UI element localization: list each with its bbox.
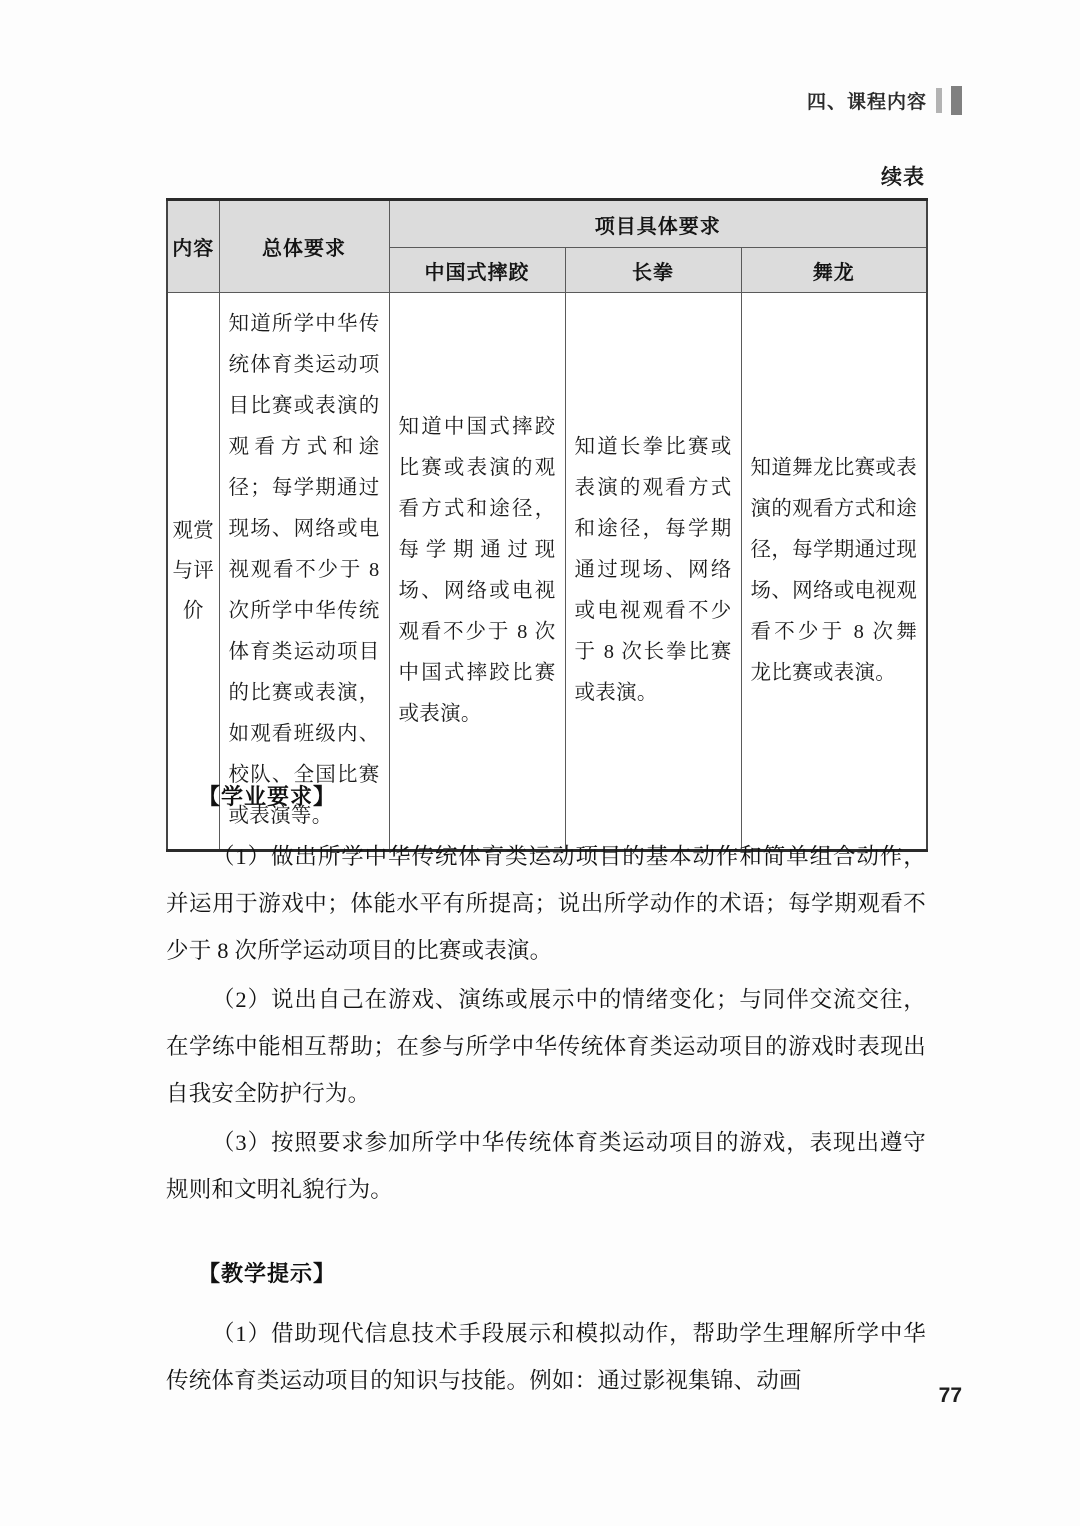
decorative-bar-light-icon <box>936 88 942 113</box>
decorative-bar-dark-icon <box>951 86 962 115</box>
table-continued-caption: 续表 <box>881 166 925 189</box>
column-header-wulong: 舞龙 <box>741 248 927 293</box>
body-prose <box>166 780 926 1406</box>
column-header-changquan: 长拳 <box>565 248 741 293</box>
cell-overall-requirement <box>219 293 389 851</box>
running-head-title: 四、课程内容 <box>806 92 927 113</box>
cell-wulong-requirement-text: 知道舞龙比赛或表演的观看方式和途径，每学期通过现场、网络或电视观看不少于 8 次舞龙比赛或表演。 <box>750 456 917 684</box>
cell-overall-requirement-text: 知道所学中华传统体育类运动项目比赛或表演的观看方式和途径；每学期通过现场、网络或电视观看不少于 8 次所学中华传统体育类运动项目的比赛或表演，如观看班级内、校队、全国比赛或表演等。 <box>228 313 380 827</box>
cell-content-label-text: 观赏与评价 <box>172 520 215 622</box>
column-header-overall-requirement: 总体要求 <box>219 200 389 293</box>
cell-wulong-requirement <box>741 293 927 851</box>
paragraph-academic-1: （1）做出所学中华传统体育类运动项目的基本动作和简单组合动作，并运用于游戏中；体能水平有所提高；说出所学动作的术语；每学期观看不少于 8 次所学运动项目的比赛或表演。 <box>166 844 926 963</box>
table-header-row-1 <box>167 200 927 248</box>
table-header <box>167 200 927 293</box>
page-number: 77 <box>938 1384 962 1407</box>
paragraph-academic-3: （3）按照要求参加所学中华传统体育类运动项目的游戏，表现出遵守规则和文明礼貌行为。 <box>166 1130 926 1202</box>
content-table-wrapper <box>166 198 926 852</box>
cell-content-label <box>167 293 219 851</box>
cell-shuaijiao-requirement-text: 知道中国式摔跤比赛或表演的观看方式和途径，每学期通过现场、网络或电视观看不少于 8 次中国式摔跤比赛或表演。 <box>398 415 556 725</box>
column-header-specific-requirements: 项目具体要求 <box>389 200 927 248</box>
column-header-shuaijiao: 中国式摔跤 <box>389 248 565 293</box>
paragraph-teaching-1: （1）借助现代信息技术手段展示和模拟动作，帮助学生理解所学中华传统体育类运动项目的知识与技能。例如：通过影视集锦、动画 <box>166 1321 926 1393</box>
content-table <box>166 198 928 852</box>
running-head <box>807 86 962 115</box>
cell-changquan-requirement <box>565 293 741 851</box>
cell-changquan-requirement-text: 知道长拳比赛或表演的观看方式和途径，每学期通过现场、网络或电视观看不少于 8 次长拳比赛或表演。 <box>574 436 732 704</box>
section-heading-teaching-tips: 【教学提示】 <box>198 1261 337 1286</box>
cell-shuaijiao-requirement <box>389 293 565 851</box>
table-body <box>167 293 927 851</box>
section-heading-academic-requirements: 【学业要求】 <box>198 784 337 809</box>
paragraph-academic-2: （2）说出自己在游戏、演练或展示中的情绪变化；与同伴交流交往，在学练中能相互帮助；在参与所学中华传统体育类运动项目的游戏时表现出自我安全防护行为。 <box>166 987 926 1106</box>
table-row <box>167 293 927 851</box>
column-header-content: 内容 <box>167 200 219 293</box>
